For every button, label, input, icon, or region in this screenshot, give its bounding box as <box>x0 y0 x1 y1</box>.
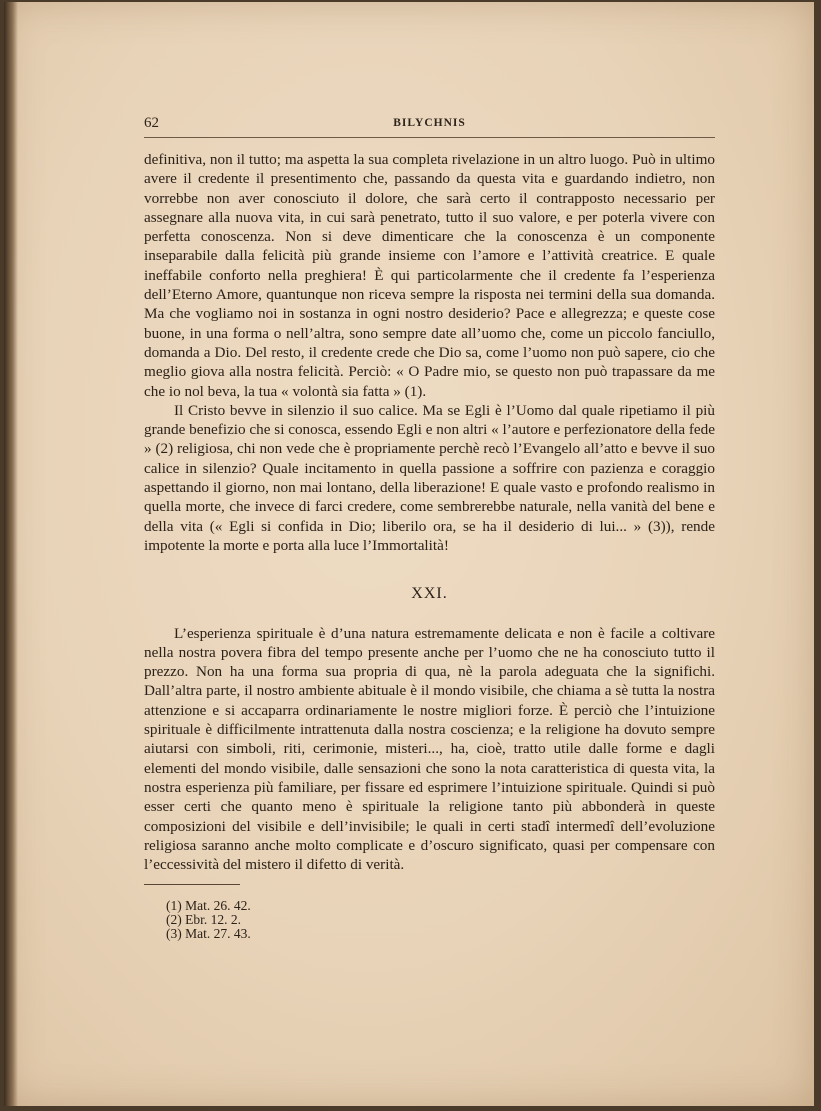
footnote-1: (1) Mat. 26. 42. <box>166 898 251 914</box>
paragraph-3: L’esperienza spirituale è d’una natura estremamente delicata e non è facile a coltivare nella nostra povera fibra del tempo presente anche per l’uomo che ne ha conosciuto tutto il prezzo. Non ha una forma sua propria di qua, nè la parola adeguata che la significhi. Dall’altra parte, il nostro ambiente abituale è il mondo visibile, che chiama a sè tutta la nostra attenzione e si accaparra ordinariamente le nostre migliori forze. È perciò che l’intuizione spirituale è difficilmente intrattenuta dalla nostra coscienza; e la religione ha dovuto sempre aiutarsi con simboli, riti, cerimonie, misteri..., ha, cioè, tratto utile dalle forme e dagli elementi del mondo visibile, dalle sensazioni che sono la nota caratteristica di questa vita, la nostra esperienza più familiare, per fissare ed esprimere l’intuizione spirituale. Quindi si può esser certi che quanto meno è spirituale la religione tanto più abbonderà in queste composizioni del visibile e dell’invisibile; le quali in certi stadî intermedî dell’evoluzione religiosa saranno anche molto complicate e d’oscuro significato, quasi per compensare con l’eccessività del mistero il difetto di verità. <box>144 624 715 874</box>
page-header <box>144 115 715 138</box>
running-head: BILYCHNIS <box>393 117 466 129</box>
footnotes <box>144 899 715 941</box>
paragraph-2: Il Cristo bevve in silenzio il suo calice. Ma se Egli è l’Uomo dal quale ripetiamo il più grande benefizio che si conosca, essendo Egli e non altri « l’autore e perfezionatore della fede » (2) religiosa, chi non vede che è propriamente perchè recò l’Evangelo all’atto e bevve il suo calice in silenzio? Quale incitamento in quella passione a soffrire con pazienza e coraggio aspettando il giorno, non mai lontano, della liberazione! E quale vasto e profondo realismo in quella morte, che invece di farci credere, come sembrerebbe naturale, nella vanità del bene e della vita (« Egli si confida in Dio; liberilo ora, se ha il desiderio di lui... » (3)), rende impotente la morte e porta alla luce l’Immortalità! <box>144 401 715 554</box>
section-title: XXI. <box>411 585 448 603</box>
footnote-2: (2) Ebr. 12. 2. <box>166 912 241 928</box>
paragraph-1: definitiva, non il tutto; ma aspetta la sua completa rivelazione in un altro luogo. Può in ultimo avere il credente il presentimento che, passando da questa vita e guardando indietro, non vorrebbe non aver conosciuto il dolore, che sarà certo il contrapposto necessario per assegnare alla nuova vita, in cui sarà penetrato, tutto il suo valore, e per poterla vivere con perfetta conoscenza. Non si deve dimenticare che la conoscenza è un componente inseparabile dalla felicità più grande insieme con l’amore e l’attività creatrice. E quale ineffabile conforto nella preghiera! È qui particolarmente che il credente fa l’esperienza dell’Eterno Amore, quantunque non riceva sempre la risposta nei termini della sua domanda. Ma che vogliamo noi in sostanza in ogni nostro desiderio? Pace e allegrezza; e queste cose buone, in una forma o nell’altra, sono sempre date all’uomo che, come un piccolo fanciullo, domanda a Dio. Del resto, il credente crede che Dio sa, come l’uomo non può sapere, cio che meglio giova alla nostra felicità. Perciò: « O Padre mio, se questo non può trapassare da me che io nol beva, la tua « volontà sia fatta » (1). <box>144 151 715 400</box>
page-body <box>144 150 715 941</box>
footnote-3: (3) Mat. 27. 43. <box>166 926 251 942</box>
book-page <box>4 2 814 1106</box>
page-number: 62 <box>144 115 159 131</box>
book-spine-shadow <box>4 2 18 1106</box>
footnote-rule <box>144 884 240 885</box>
